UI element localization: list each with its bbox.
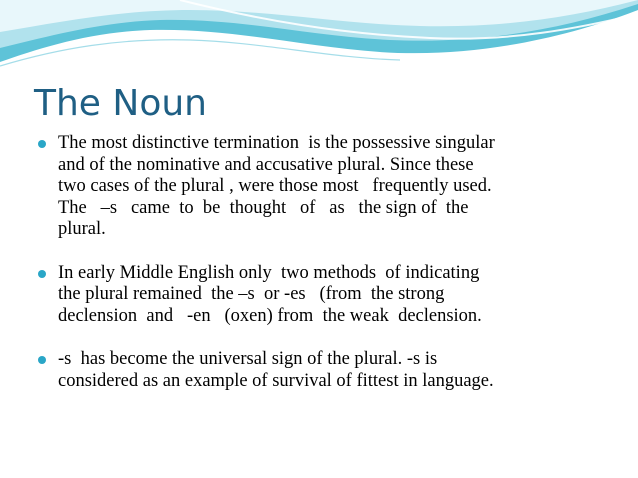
bullet-text-line: and of the nominative and accusative plural. Since these [58,154,474,175]
bullet-text-line: The most distinctive termination is the possessive singular [58,133,495,153]
bullet-text-line: In early Middle English only two methods of indicating [58,262,480,283]
bullet-icon [38,356,46,364]
slide-title: The Noun [34,83,207,124]
bullet-text-line: -s has become the universal sign of the plural. -s is [58,349,438,369]
bullet-list [38,133,618,414]
bullet-icon [38,140,46,148]
bullet-item [38,263,618,328]
bullet-text-line: plural. [58,219,106,239]
bullet-item [38,133,618,241]
bullet-text-line: the plural remained the –s or -es (from the strong [58,284,445,304]
bullet-text-line: declension and -en (oxen) from the weak declension. [58,305,482,326]
bullet-item [38,349,618,392]
bullet-text-line: considered as an example of survival of fittest in language. [58,370,494,391]
bullet-text-line: two cases of the plural , were those most frequently used. [58,176,492,196]
header-wave-decoration [0,0,638,90]
bullet-icon [38,270,46,278]
bullet-text-line: The –s came to be thought of as the sign of the [58,197,469,218]
